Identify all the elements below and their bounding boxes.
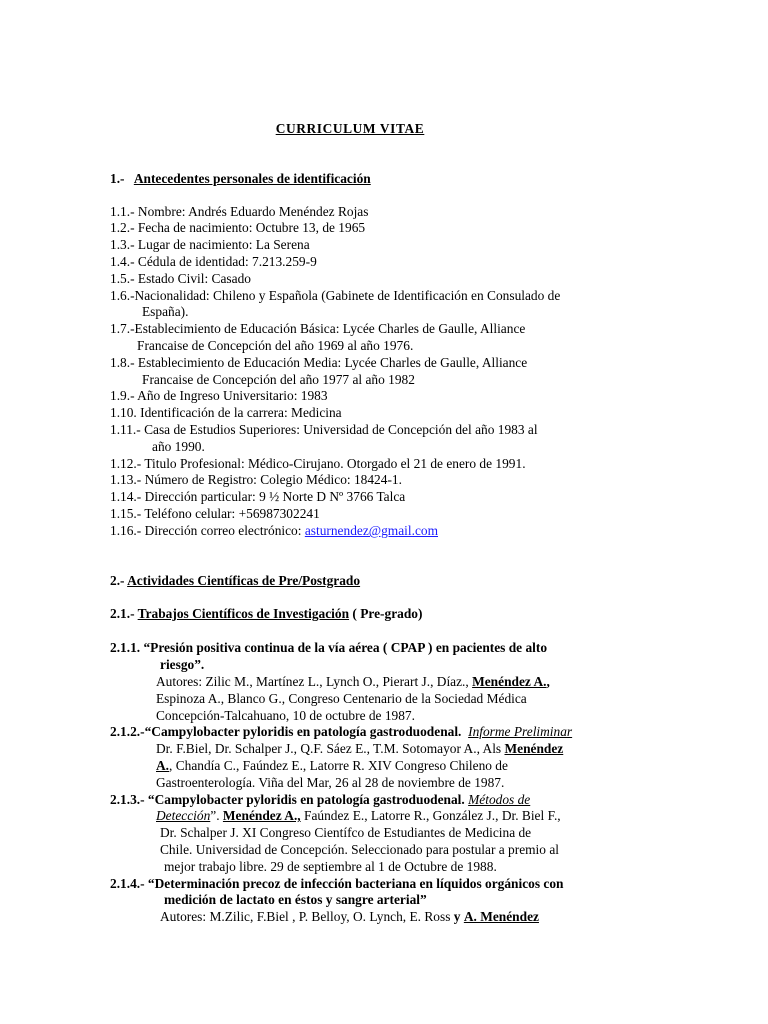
work-3-title-text: 2.1.3.- “Campylobacter pyloridis en patología gastroduodenal.	[110, 792, 465, 807]
list-item: 1.13.- Número de Registro: Colegio Médico: 18424-1.	[110, 472, 402, 487]
work-1-title-continuation: riesgo”.	[160, 657, 205, 672]
work-2-title	[110, 724, 572, 740]
work-4-title: 2.1.4.- “Determinación precoz de infección bacteriana en líquidos orgánicos con	[110, 876, 564, 891]
email-link[interactable]: asturnendez@gmail.com	[304, 523, 439, 538]
subsection-2-1-title: Trabajos Científicos de Investigación	[137, 606, 350, 621]
list-item: 1.5.- Estado Civil: Casado	[110, 271, 251, 286]
work-2-line-text: , Chandía C., Faúndez E., Latorre R. XIV Congreso Chileno de	[169, 758, 508, 773]
work-3-authors	[156, 808, 561, 824]
work-4-title-continuation: medición de lactato en éstos y sangre arterial”	[164, 892, 427, 907]
work-2-italic: Informe Preliminar	[468, 724, 573, 739]
work-2-author-initial: A.	[156, 758, 170, 773]
work-2-title-text: 2.1.2.-“Campylobacter pyloridis en patología gastroduodenal.	[110, 724, 462, 739]
list-item: 1.6.-Nacionalidad: Chileno y Española (Gabinete de Identificación en Consulado de	[110, 288, 561, 303]
work-2-line	[156, 758, 508, 774]
list-item: 1.1.- Nombre: Andrés Eduardo Menéndez Rojas	[110, 204, 369, 219]
work-1-authors-comma: ,	[546, 674, 550, 689]
subsection-2-1-suffix: ( Pre-grado)	[349, 606, 423, 621]
list-item: 1.2.- Fecha de nacimiento: Octubre 13, de 1965	[110, 220, 366, 235]
work-3-italic: Métodos de	[468, 792, 531, 807]
work-1-authors-text: Autores: Zilic M., Martínez L., Lynch O., Pierart J., Díaz.,	[156, 674, 473, 689]
list-item-continuation: Francaise de Concepción del año 1969 al año 1976.	[137, 338, 414, 353]
work-4-authors-text: Autores: M.Zilic, F.Biel , P. Belloy, O. Lynch, E. Ross	[160, 909, 454, 924]
work-1-authors	[156, 674, 550, 690]
work-3-italic-continuation: Detección	[156, 808, 211, 823]
work-3-line: Dr. Schalper J. XI Congreso Científco de Estudiantes de Medicina de	[160, 825, 532, 840]
page-title: CURRICULUM VITAE	[275, 121, 425, 136]
subsection-2-1-number: 2.1.-	[110, 606, 135, 621]
section-1-title: Antecedentes personales de identificación	[133, 171, 371, 186]
work-3-title	[110, 792, 530, 808]
work-2-author-name: Menéndez	[504, 741, 564, 756]
list-item: 1.8.- Establecimiento de Educación Media: Lycée Charles de Gaulle, Alliance	[110, 355, 528, 370]
work-1-line: Concepción-Talcahuano, 10 de octubre de 1987.	[156, 708, 415, 723]
list-item-continuation: Francaise de Concepción del año 1977 al año 1982	[142, 372, 415, 387]
section-2-title: Actividades Científicas de Pre/Postgrado	[127, 573, 361, 588]
list-item: 1.7.-Establecimiento de Educación Básica: Lycée Charles de Gaulle, Alliance	[110, 321, 526, 336]
work-1-author-name: Menéndez A.	[472, 674, 547, 689]
email-label: 1.16.- Dirección correo electrónico:	[110, 523, 305, 538]
section-2-heading	[110, 573, 360, 589]
section-1-number: 1.-	[110, 171, 125, 186]
list-item-continuation: España).	[142, 304, 189, 319]
work-3-line: Chile. Universidad de Concepción. Seleccionado para postular a premio al	[160, 842, 559, 857]
work-1-line: Espinoza A., Blanco G., Congreso Centenario de la Sociedad Médica	[156, 691, 527, 706]
list-item-email	[110, 523, 438, 539]
work-1-title: 2.1.1. “Presión positiva continua de la vía aérea ( CPAP ) en pacientes de alto	[110, 640, 548, 655]
work-2-authors-text: Dr. F.Biel, Dr. Schalper J., Q.F. Sáez E., T.M. Sotomayor A., Als	[156, 741, 505, 756]
list-item: 1.9.- Año de Ingreso Universitario: 1983	[110, 388, 328, 403]
list-item: 1.15.- Teléfono celular: +56987302241	[110, 506, 320, 521]
list-item: 1.4.- Cédula de identidad: 7.213.259-9	[110, 254, 317, 269]
work-4-author-name: A. Menéndez	[463, 909, 539, 924]
list-item: 1.14.- Dirección particular: 9 ½ Norte D Nº 3766 Talca	[110, 489, 406, 504]
section-2-number: 2.-	[110, 573, 125, 588]
list-item: 1.12.- Titulo Profesional: Médico-Cirujano. Otorgado el 21 de enero de 1991.	[110, 456, 526, 471]
list-item: 1.10. Identificación de la carrera: Medicina	[110, 405, 342, 420]
work-4-and: y	[453, 909, 461, 924]
work-3-authors-text: Faúndez E., Latorre R., González J., Dr. Biel F.,	[300, 808, 561, 823]
work-3-author-name: Menéndez A.,	[222, 808, 301, 823]
list-item: 1.11.- Casa de Estudios Superiores: Universidad de Concepción del año 1983 al	[110, 422, 538, 437]
list-item: 1.3.- Lugar de nacimiento: La Serena	[110, 237, 310, 252]
subsection-2-1-heading	[110, 606, 422, 622]
work-2-authors	[156, 741, 563, 757]
list-item-continuation: año 1990.	[152, 439, 205, 454]
work-3-quote: ”.	[210, 808, 223, 823]
section-1-heading	[110, 171, 371, 187]
work-4-authors	[160, 909, 539, 925]
work-2-line: Gastroenterología. Viña del Mar, 26 al 28 de noviembre de 1987.	[156, 775, 505, 790]
work-3-line: mejor trabajo libre. 29 de septiembre al 1 de Octubre de 1988.	[164, 859, 497, 874]
